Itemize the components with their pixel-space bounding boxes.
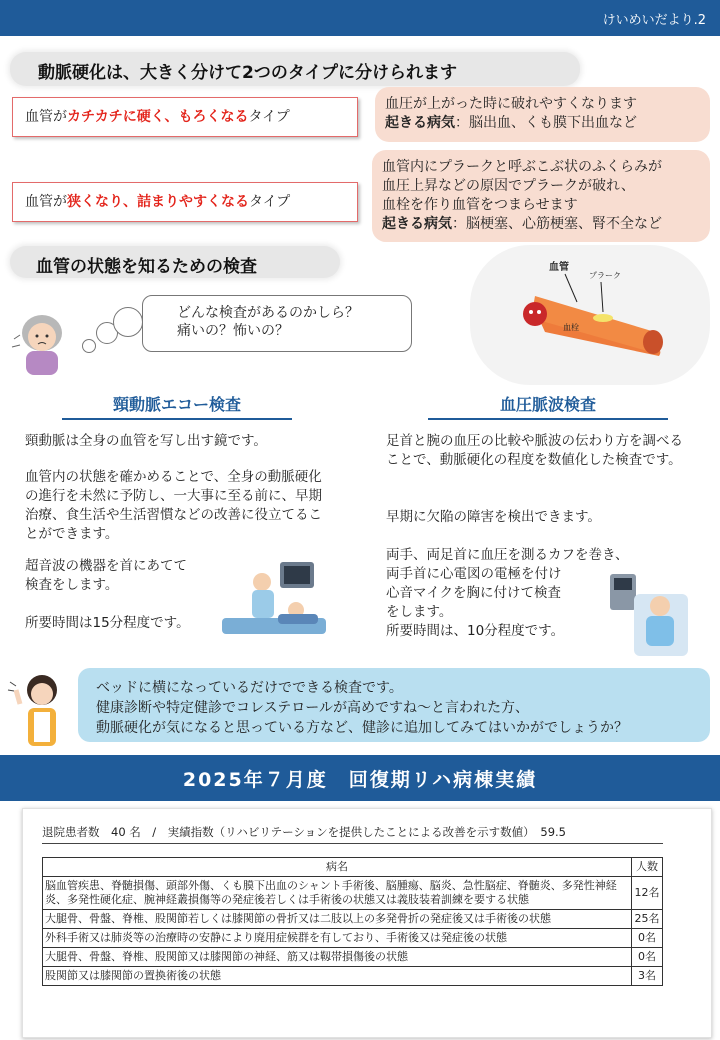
row-count: 0名 xyxy=(632,929,663,948)
carotid-p3-line2: 検査をします。 xyxy=(25,577,119,593)
banner-line1: ベッドに横になっているだけでできる検査です。 xyxy=(96,680,403,696)
table-row xyxy=(43,948,663,967)
type2-diseases: ：脳梗塞、心筋梗塞、腎不全など xyxy=(452,216,662,232)
pwv-p4: 所要時間は、10分程度です。 xyxy=(386,623,565,639)
type2-desc-line3: 血栓を作り血管をつまらせます xyxy=(382,197,578,213)
type2-box xyxy=(12,182,358,222)
pwv-exam-illustration xyxy=(606,570,692,660)
table-row xyxy=(43,967,663,986)
pwv-p3-line4: をします。 xyxy=(386,604,453,620)
column-header-count: 人数 xyxy=(632,858,663,877)
carotid-p3-line1: 超音波の機器を首にあてて xyxy=(25,558,187,574)
row-count: 0名 xyxy=(632,948,663,967)
clot-label: 血栓 xyxy=(563,323,579,332)
pwv-p3-line2: 両手首に心電図の電極を付け xyxy=(386,566,562,582)
banner-line3: 動脈硬化が気になると思っている方など、健診に追加してみてはいかがでしょうか？ xyxy=(96,720,628,736)
info-banner xyxy=(78,668,710,742)
type1-prefix: 血管が xyxy=(25,109,67,125)
pwv-title: 血圧脈波検査 xyxy=(428,392,668,420)
column-header-disease: 病名 xyxy=(43,858,632,877)
table-header-row xyxy=(43,858,663,877)
carotid-p1: 頸動脈は全身の血管を写し出す鏡です。 xyxy=(25,433,267,449)
results-title: 2025年７月度 回復期リハ病棟実績 xyxy=(182,768,538,791)
thought-bubble xyxy=(142,295,412,352)
banner-line2: 健康診断や特定健診でコレステロールが高めですね～と言われた方、 xyxy=(96,700,530,716)
nurse-illustration xyxy=(6,668,76,750)
pwv-p3-line3: 心音マイクを胸に付けて検査 xyxy=(386,585,561,601)
pwv-p3-line1: 両手、両足首に血圧を測るカフを巻き、 xyxy=(386,547,629,563)
pwv-title-wrap xyxy=(428,392,668,414)
thought-dot xyxy=(113,307,143,337)
row-disease: 大腿骨、骨盤、脊椎、股関節若しくは膝関節の骨折又は二肢以上の多発骨折の発症後又は手術後の状態 xyxy=(43,910,632,929)
table-row xyxy=(43,910,663,929)
pwv-p2: 早期に欠陥の障害を検出できます。 xyxy=(386,509,601,525)
carotid-title: 頸動脈エコー検査 xyxy=(62,392,292,420)
type2-prefix: 血管が xyxy=(25,194,67,210)
row-count: 3名 xyxy=(632,967,663,986)
blood-vessel-illustration xyxy=(505,252,695,370)
pwv-p1: 足首と腕の血圧の比較や脈波の伝わり方を調べることで、動脈硬化の程度を数値化した検査です。 xyxy=(386,433,683,468)
type1-box xyxy=(12,97,358,137)
type1-suffix: タイプ xyxy=(248,109,290,125)
table-row xyxy=(43,877,663,910)
results-table xyxy=(42,857,663,986)
bubble-line1: どんな検査があるのかしら？ xyxy=(177,305,359,321)
page-label: けいめいだより.2 xyxy=(602,13,706,28)
type2-disease-label: 起きる病気 xyxy=(382,216,452,232)
worried-woman-illustration xyxy=(8,305,70,377)
carotid-title-wrap xyxy=(62,392,292,414)
type1-diseases: ：脳出血、くも膜下出血など xyxy=(455,115,637,131)
type2-description xyxy=(372,150,710,242)
type1-disease-label: 起きる病気 xyxy=(385,115,455,131)
type2-desc-line1: 血管内にプラークと呼ぶこぶ状のふくらみが xyxy=(382,159,662,175)
ultrasound-exam-illustration xyxy=(222,560,332,640)
section2-heading: 血管の状態を知るための検査 xyxy=(36,257,257,277)
type2-desc-line2: 血圧上昇などの原因でプラークが破れ、 xyxy=(382,178,635,194)
table-row xyxy=(43,929,663,948)
carotid-p4: 所要時間は15分程度です。 xyxy=(25,615,190,631)
type1-emphasis: カチカチに硬く、もろくなる xyxy=(67,109,249,125)
type1-description xyxy=(375,87,710,142)
row-disease: 大腿骨、骨盤、脊椎、股関節又は膝関節の神経、筋又は靱帯損傷後の状態 xyxy=(43,948,632,967)
section1-heading: 動脈硬化は、大きく分けて2つのタイプに分けられます xyxy=(38,63,457,83)
vessel-label: 血管 xyxy=(549,262,569,273)
plaque-label: プラーク xyxy=(589,271,621,280)
carotid-p3 xyxy=(25,557,245,595)
type1-desc-line: 血圧が上がった時に破れやすくなります xyxy=(385,96,637,112)
thought-dot xyxy=(82,339,96,353)
header-bar xyxy=(0,0,720,36)
results-title-bar xyxy=(0,755,720,801)
row-disease: 外科手術又は肺炎等の治療時の安静により廃用症候群を有しており、手術後又は発症後の状態 xyxy=(43,929,632,948)
type2-suffix: タイプ xyxy=(249,194,291,210)
carotid-p2: 血管内の状態を確かめることで、全身の動脈硬化の進行を未然に予防し、一大事に至る前に、早期治療、食生活や生活習慣などの改善に役立てることができます。 xyxy=(25,469,322,542)
row-count: 25名 xyxy=(632,910,663,929)
row-disease: 股関節又は膝関節の置換術後の状態 xyxy=(43,967,632,986)
type2-emphasis: 狭くなり、詰まりやすくなる xyxy=(67,194,249,210)
row-count: 12名 xyxy=(632,877,663,910)
row-disease: 脳血管疾患、脊髄損傷、頭部外傷、くも膜下出血のシャント手術後、脳腫瘍、脳炎、急性脳症、脊髄炎、多発性神経炎、多発性硬化症、腕神経叢損傷等の発症後若しくは手術後の状態又は義肢装着訓練を要する状態 xyxy=(43,877,632,910)
bubble-line2: 痛いの？怖いの？ xyxy=(177,323,289,339)
results-summary: 退院患者数 40 名 / 実績指数（リハビリテーションを提供したことによる改善を示す数値） 59.5 xyxy=(42,824,663,844)
